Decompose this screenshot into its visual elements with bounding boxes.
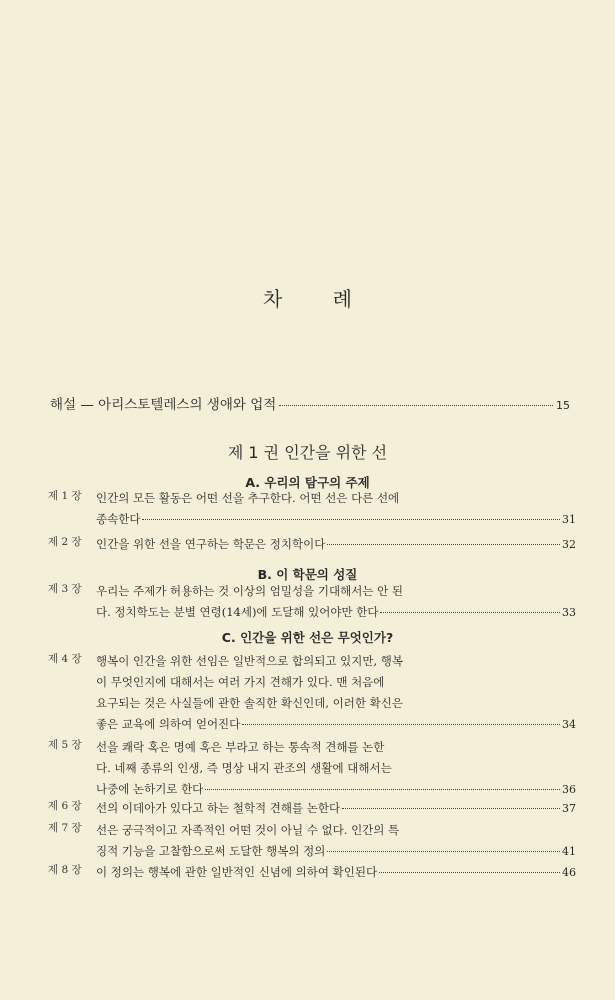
dot-leader (205, 789, 560, 790)
dot-leader (279, 405, 553, 406)
intro-entry (50, 393, 570, 413)
chapter-number: 제 1 장 (48, 490, 82, 502)
chapter-number: 제 6 장 (48, 800, 82, 812)
chapter-page-number: 32 (562, 538, 576, 551)
chapter-text-line: 우리는 주제가 허용하는 것 이상의 엄밀성을 기대해서는 안 된 (96, 584, 403, 598)
chapter-text-line: 선을 쾌락 혹은 명예 혹은 부라고 하는 통속적 견해를 논한 (96, 740, 385, 754)
chapter-page-number: 33 (562, 606, 576, 619)
dot-leader (342, 808, 560, 809)
chapter-page-number: 36 (562, 783, 576, 796)
dot-leader (379, 872, 560, 873)
chapter-number: 제 3 장 (48, 583, 82, 595)
intro-label: 해설 — 아리스토텔레스의 생애와 업적 (50, 397, 277, 413)
chapter-text-line: 행복이 인간을 위한 선임은 일반적으로 합의되고 있지만, 행복 (96, 654, 403, 668)
chapter-text-last: 다. 정치학도는 분별 연령(14세)에 도달해 있어야만 한다 (96, 605, 379, 619)
chapter-page-number: 37 (562, 802, 576, 815)
section-heading-c: C. 인간을 위한 선은 무엇인가? (221, 630, 394, 645)
section-heading-b: B. 이 학문의 성질 (257, 567, 358, 582)
chapter-number: 제 5 장 (48, 739, 82, 751)
chapter-number: 제 4 장 (48, 653, 82, 665)
chapter-text-last: 나중에 논하기로 한다 (96, 782, 204, 796)
chapter-number: 제 8 장 (48, 864, 82, 876)
dot-leader (142, 519, 560, 520)
chapter-text-last: 이 정의는 행복에 관한 일반적인 신념에 의하여 확인된다 (96, 865, 378, 879)
chapter-text-line: 선은 궁극적이고 자족적인 어떤 것이 아닐 수 없다. 인간의 특 (96, 823, 400, 837)
chapter-text-line: 인간의 모든 활동은 어떤 선을 추구한다. 어떤 선은 다른 선에 (96, 491, 400, 505)
chapter-page-number: 46 (562, 866, 576, 879)
chapter-number: 제 7 장 (48, 822, 82, 834)
chapter-text-last: 좋은 교육에 의하여 얻어진다 (96, 717, 241, 731)
book-heading: 제 1 권 인간을 위한 선 (227, 443, 388, 462)
chapter-number: 제 2 장 (48, 536, 82, 548)
page-title: 차 례 (263, 287, 374, 311)
chapter-page-number: 34 (562, 718, 576, 731)
chapter-text-last: 선의 이데아가 있다고 하는 철학적 견해를 논한다 (96, 801, 341, 815)
dot-leader (242, 724, 560, 725)
chapter-text-line: 다. 네째 종류의 인생, 즉 명상 내지 관조의 생활에 대해서는 (96, 761, 392, 775)
chapter-page-number: 41 (562, 845, 576, 858)
chapter-page-number: 31 (562, 513, 576, 526)
chapter-text-last: 종속한다 (96, 512, 141, 526)
intro-page-number: 15 (556, 399, 570, 412)
chapter-text-last: 인간을 위한 선을 연구하는 학문은 정치학이다 (96, 537, 326, 551)
chapter-text-line: 이 무엇인지에 대해서는 여러 가지 견해가 있다. 맨 처음에 (96, 675, 385, 689)
dot-leader (327, 851, 560, 852)
section-heading-a: A. 우리의 탐구의 주제 (245, 475, 370, 490)
chapter-text-line: 요구되는 것은 사실들에 관한 솔직한 확신인데, 이러한 확신은 (96, 696, 403, 710)
dot-leader (380, 612, 560, 613)
chapter-text-last: 징적 기능을 고찰함으로써 도달한 행복의 정의 (96, 844, 326, 858)
dot-leader (327, 544, 560, 545)
